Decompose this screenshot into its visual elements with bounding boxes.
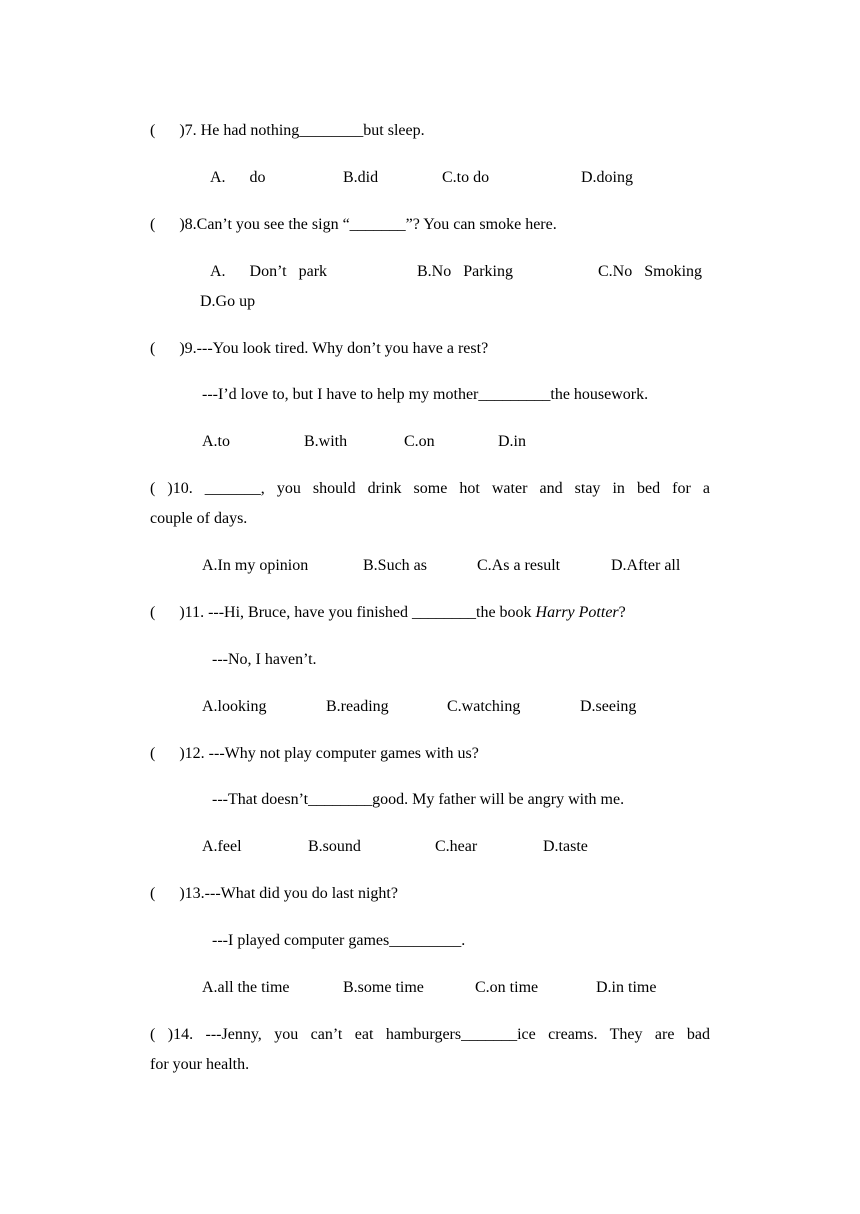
- question-7-option-d: D.doing: [581, 169, 633, 186]
- question-7-stem: ( )7. He had nothing________but sleep.: [150, 122, 425, 139]
- question-11-option-d: D.seeing: [580, 698, 637, 715]
- question-10-option-a: A.In my opinion: [202, 557, 309, 574]
- question-8-option-d: D.Go up: [200, 293, 256, 310]
- question-11-option-b: B.reading: [326, 698, 389, 715]
- question-12-option-b: B.sound: [308, 838, 361, 855]
- question-10-stem-line2: couple of days.: [150, 510, 248, 527]
- question-14-stem-line2: for your health.: [150, 1056, 250, 1073]
- question-11-reply: ---No, I haven’t.: [212, 651, 317, 668]
- question-13-option-b: B.some time: [343, 979, 424, 996]
- question-13-option-c: C.on time: [475, 979, 539, 996]
- question-9-option-b: B.with: [304, 433, 348, 450]
- question-14-stem-line1: ( )14. ---Jenny, you can’t eat hamburgers_______ice creams. They are bad: [150, 1026, 710, 1043]
- question-10-option-c: C.As a result: [477, 557, 561, 574]
- question-12-reply: ---That doesn’t________good. My father will be angry with me.: [212, 791, 625, 808]
- question-10-option-b: B.Such as: [363, 557, 427, 574]
- question-7-option-a: A. do: [210, 169, 266, 186]
- question-10-stem-line1: ( )10. _______, you should drink some hot water and stay in bed for a: [150, 480, 710, 497]
- question-11-option-c: C.watching: [447, 698, 521, 715]
- question-9-option-a: A.to: [202, 433, 230, 450]
- question-8-option-b: B.No Parking: [417, 263, 513, 280]
- question-7-option-b: B.did: [343, 169, 379, 186]
- question-13-option-a: A.all the time: [202, 979, 290, 996]
- question-13-option-d: D.in time: [596, 979, 657, 996]
- question-8-stem: ( )8.Can’t you see the sign “_______”? You can smoke here.: [150, 216, 557, 233]
- question-9-stem: ( )9.---You look tired. Why don’t you have a rest?: [150, 340, 489, 357]
- question-10-option-d: D.After all: [611, 557, 681, 574]
- question-8-option-a: A. Don’t park: [210, 263, 328, 280]
- question-13-stem: ( )13.---What did you do last night?: [150, 885, 398, 902]
- question-9-option-d: D.in: [498, 433, 526, 450]
- question-11-book-title: Harry Potter: [535, 604, 619, 621]
- question-12-option-d: D.taste: [543, 838, 588, 855]
- question-11-stem: [150, 603, 626, 623]
- question-12-stem: ( )12. ---Why not play computer games with us?: [150, 745, 479, 762]
- question-12-option-a: A.feel: [202, 838, 242, 855]
- question-11-stem-text: ( )11. ---Hi, Bruce, have you finished ________the book: [150, 604, 536, 621]
- question-8-option-c: C.No Smoking: [598, 263, 703, 280]
- question-13-reply: ---I played computer games_________.: [212, 932, 466, 949]
- question-11-stem-end: ?: [618, 604, 626, 621]
- question-11-option-a: A.looking: [202, 698, 267, 715]
- question-9-option-c: C.on: [404, 433, 435, 450]
- question-9-reply: ---I’d love to, but I have to help my mother_________the housework.: [202, 386, 649, 403]
- question-7-option-c: C.to do: [442, 169, 490, 186]
- question-12-option-c: C.hear: [435, 838, 478, 855]
